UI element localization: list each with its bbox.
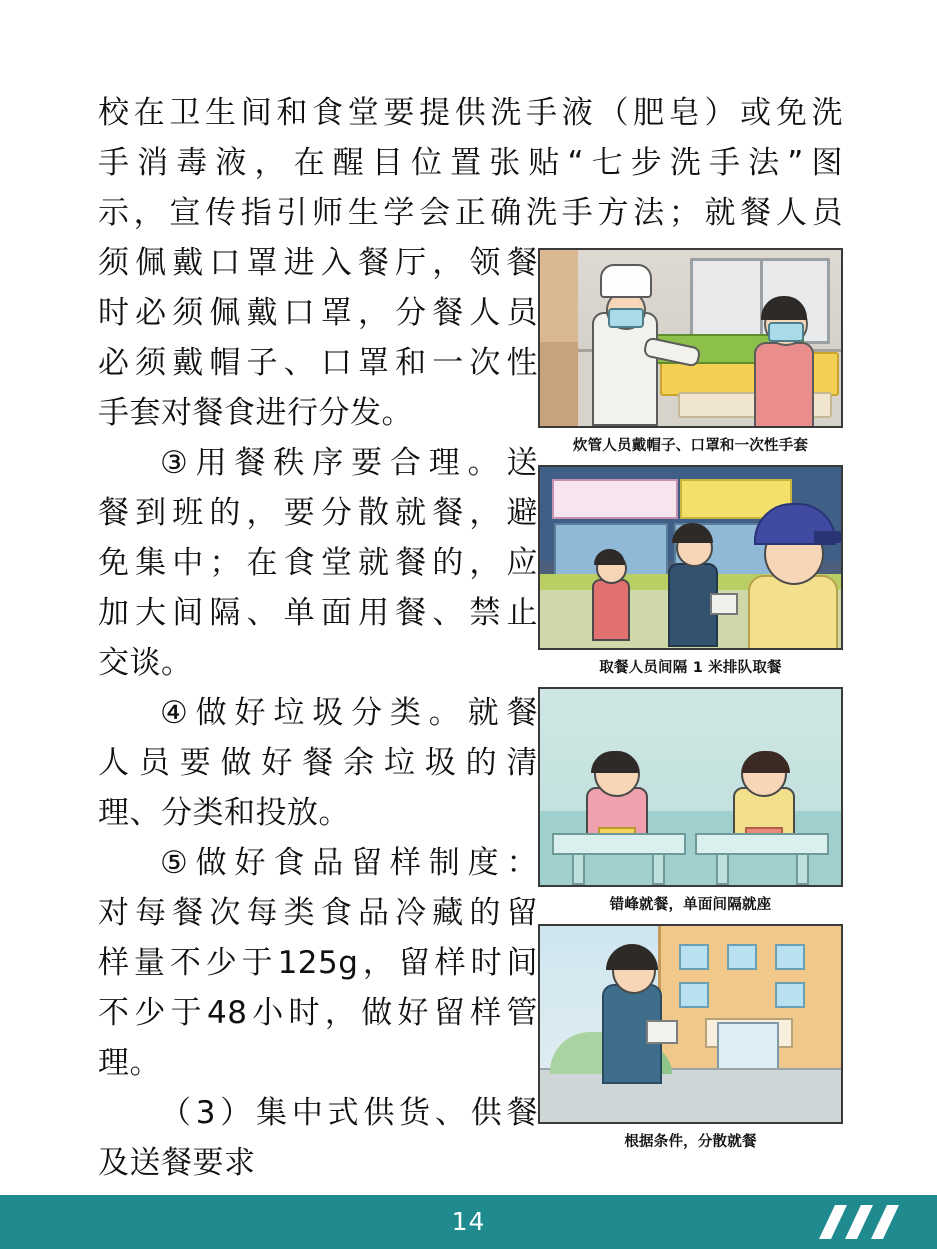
paragraph-line: 加大间隔、单面用餐、禁止 bbox=[98, 595, 538, 631]
paragraph-line: 手消毒液，在醒目位置张贴“七步洗手法”图 bbox=[98, 145, 843, 181]
serving-window bbox=[690, 258, 830, 344]
seated-student-2-hair bbox=[742, 751, 790, 773]
figure-4 bbox=[538, 924, 843, 1156]
paragraph-line: 人员要做好餐余垃圾的清 bbox=[98, 745, 538, 781]
queue-person-3-body bbox=[748, 575, 838, 650]
window-icon bbox=[679, 982, 709, 1008]
dining-table-right bbox=[695, 833, 829, 855]
paragraph-line: 样量不少于125g，留样时间 bbox=[98, 945, 538, 981]
window-icon bbox=[679, 944, 709, 970]
paragraph-line: 对每餐次每类食品冷藏的留 bbox=[98, 895, 538, 931]
window-icon bbox=[727, 944, 757, 970]
figure-4-image bbox=[538, 924, 843, 1124]
paragraph-line: 不少于48小时，做好留样管 bbox=[98, 995, 538, 1031]
figure-1-caption: 炊管人员戴帽子、口罩和一次性手套 bbox=[572, 438, 809, 454]
seated-student-1-hair bbox=[591, 751, 639, 773]
student-body bbox=[754, 342, 814, 428]
paragraph-line: 免集中；在食堂就餐的，应 bbox=[98, 545, 538, 581]
figure-4-caption: 根据条件，分散就餐 bbox=[624, 1134, 757, 1150]
figure-3-caption: 错峰就餐，单面间隔就座 bbox=[609, 897, 772, 913]
paragraph-line: 交谈。 bbox=[98, 645, 193, 681]
chef-hat bbox=[600, 264, 652, 298]
wall-panel-upper bbox=[540, 250, 578, 342]
figure-3-image bbox=[538, 687, 843, 887]
paragraph-line: 手套对餐食进行分发。 bbox=[98, 395, 413, 431]
paragraph-line: 餐到班的，要分散就餐，避 bbox=[98, 495, 538, 531]
page-number: 14 bbox=[451, 1207, 486, 1236]
paragraph-line: 理。 bbox=[98, 1045, 161, 1081]
meal-box bbox=[710, 593, 738, 615]
figure-1 bbox=[538, 248, 843, 460]
meal-box bbox=[646, 1020, 678, 1044]
paragraph-line: ③用餐秩序要合理。送 bbox=[160, 445, 538, 481]
face-mask-icon bbox=[768, 322, 804, 342]
paragraph-line: 示，宣传指引师生学会正确洗手方法；就餐人员 bbox=[98, 195, 843, 231]
paragraph-line: 必须戴帽子、口罩和一次性 bbox=[98, 345, 538, 381]
figure-2-image bbox=[538, 465, 843, 650]
ground bbox=[540, 1068, 841, 1122]
decorative-slashes-icon bbox=[817, 1205, 913, 1239]
paragraph-line: 时必须佩戴口罩，分餐人员 bbox=[98, 295, 538, 331]
dorm-door bbox=[717, 1022, 779, 1074]
paragraph-line: ⑤做好食品留样制度： bbox=[160, 845, 538, 881]
figure-column bbox=[538, 248, 843, 1161]
menu-board bbox=[552, 479, 678, 519]
figure-3 bbox=[538, 687, 843, 919]
paragraph-line: ④做好垃圾分类。就餐 bbox=[160, 695, 538, 731]
window-icon bbox=[775, 982, 805, 1008]
walking-student-hair bbox=[606, 944, 658, 970]
paragraph-line: （3）集中式供货、供餐 bbox=[160, 1095, 538, 1131]
paragraph-line: 校在卫生间和食堂要提供洗手液（肥皂）或免洗 bbox=[98, 95, 843, 131]
dining-table-left bbox=[552, 833, 686, 855]
cap-brim bbox=[814, 531, 843, 543]
queue-person-1-body bbox=[592, 579, 630, 641]
window-icon bbox=[775, 944, 805, 970]
figure-2 bbox=[538, 465, 843, 682]
figure-1-image bbox=[538, 248, 843, 428]
figure-2-caption: 取餐人员间隔 1 米排队取餐 bbox=[599, 660, 782, 676]
paragraph-line: 须佩戴口罩进入餐厅，领餐 bbox=[98, 245, 538, 281]
paragraph-line: 理、分类和投放。 bbox=[98, 795, 350, 831]
face-mask-icon bbox=[608, 308, 644, 328]
paragraph-line: 及送餐要求 bbox=[98, 1145, 256, 1181]
